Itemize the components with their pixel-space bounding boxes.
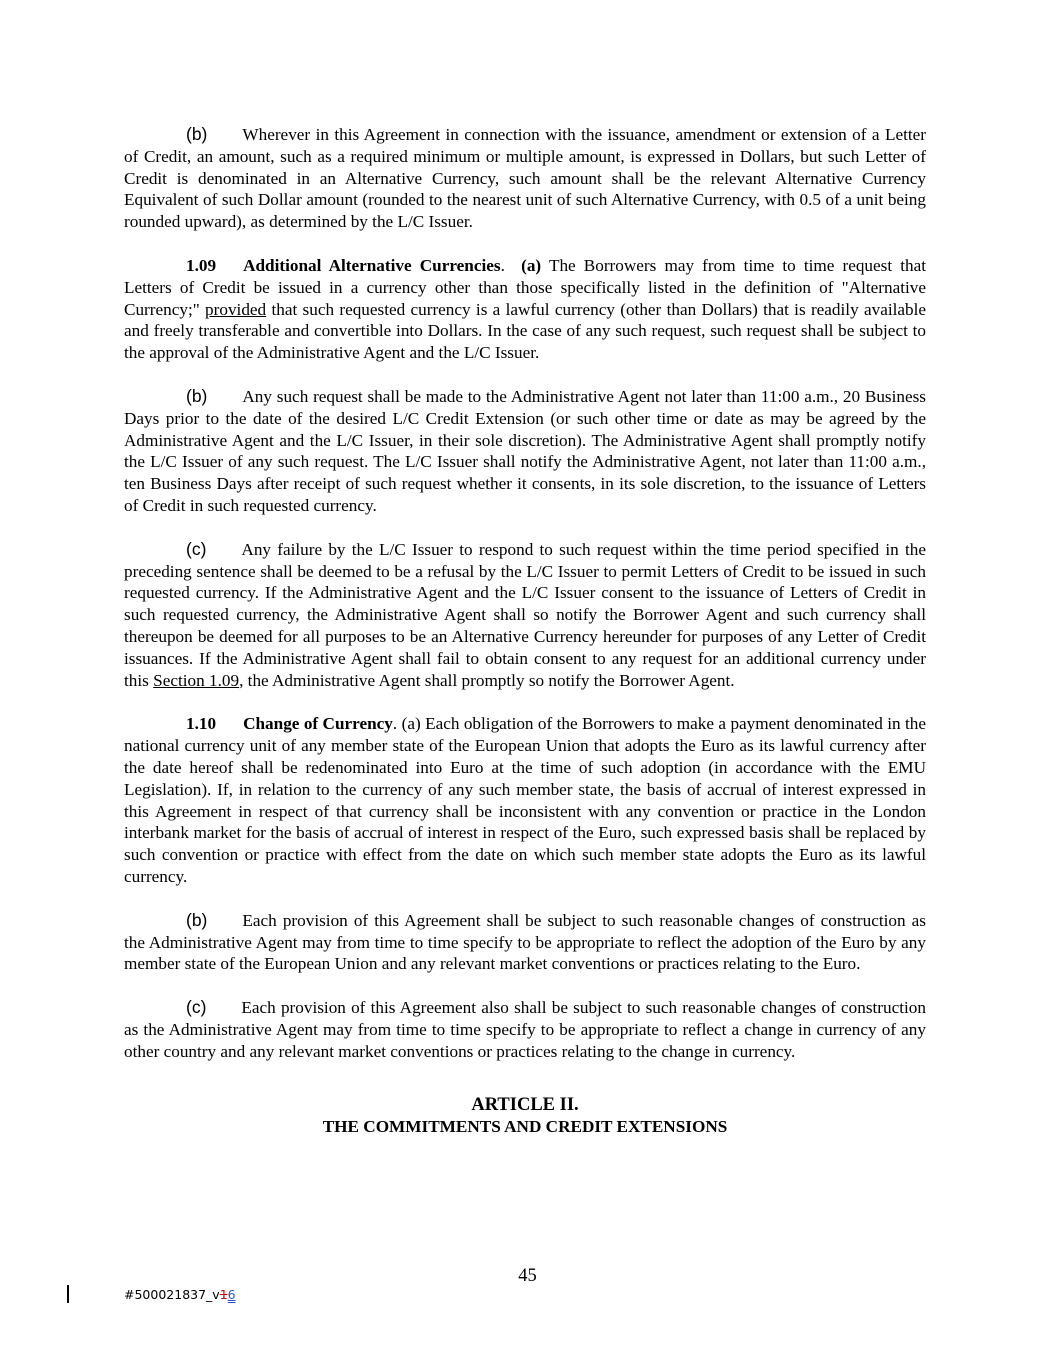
section-1-10 xyxy=(124,713,926,887)
paragraph-text: Each provision of this Agreement shall be subject to such reasonable changes of construction as the Administrative Agent may from time to time specify to be appropriate to reflect the adoption of the Euro by any member state of the European Union and any relevant market conventions or practices relating to the Euro. xyxy=(124,910,926,974)
heading-punct: . xyxy=(500,255,505,275)
article-subtitle: THE COMMITMENTS AND CREDIT EXTENSIONS xyxy=(322,1117,728,1137)
document-body xyxy=(124,124,926,1138)
revision-change-bar xyxy=(67,1285,69,1303)
paragraph-1-10-c xyxy=(124,997,926,1062)
paragraph-text: Wherever in this Agreement in connection with the issuance, amendment or extension of a Letter of Credit, an amount, such as a required minimum or multiple amount, is expressed in Dollars, but such Letter of Credit is denominated in an Alternative Currency, such amount shall be the relevant Alternative Currency Equivalent of such Dollar amount (rounded to the nearest unit of such Alternative Currency, with 0.5 of a unit being rounded upward), as determined by the L/C Issuer. xyxy=(124,125,926,232)
paragraph-text: Each provision of this Agreement also shall be subject to such reasonable changes of construction as the Administrative Agent may from time to time specify to be appropriate to reflect a change in currency of any other country and any relevant market conventions or practices relating to the change in currency. xyxy=(124,998,926,1061)
article-heading xyxy=(124,1094,926,1138)
section-number: 1.10 xyxy=(186,714,217,734)
article-title: ARTICLE II. xyxy=(471,1095,579,1116)
paragraph-label: (b) xyxy=(186,385,208,406)
paragraph-text: Any such request shall be made to the Administrative Agent not later than 11:00 a.m., 20 Business Days prior to the date of the desired L/C Credit Extension (or such other time or date as may be agreed by the Administrative Agent and the L/C Issuer, in their sole discretion). The Administrative Agent shall promptly notify the L/C Issuer of any such request. The L/C Issuer shall notify the Administrative Agent, not later than 11:00 a.m., ten Business Days after receipt of such request whether it consents, in its sole discretion, to the issuance of Letters of Credit in such requested currency. xyxy=(124,386,926,515)
paragraph-1-10-b xyxy=(124,910,926,975)
paragraph-text: that such requested currency is a lawful currency (other than Dollars) that is readily available and freely transferable and convertible into Dollars. In the case of any such request, such request shall be subject to the approval of the Administrative Agent and the L/C Issuer. xyxy=(124,299,926,363)
page-number: 45 xyxy=(518,1266,537,1286)
section-heading: Change of Currency xyxy=(243,714,393,734)
paragraph-label: (c) xyxy=(186,997,207,1018)
document-id xyxy=(124,1287,236,1302)
paragraph-text: The Borrowers may from time to time request that Letters of Credit be issued in a currency other than those specifically listed in the definition of "Alternative Currency;" xyxy=(124,255,927,319)
doc-id-deleted-version: 1 xyxy=(219,1287,228,1302)
section-reference-link: Section 1.09 xyxy=(153,670,240,690)
paragraph-label: (b) xyxy=(186,909,208,930)
section-number: 1.09 xyxy=(186,255,217,275)
paragraph-label: (c) xyxy=(186,538,207,559)
heading-punct: . xyxy=(392,714,398,734)
paragraph-text: , the Administrative Agent shall promptly so notify the Borrower Agent. xyxy=(239,670,735,690)
paragraph-1-09-c xyxy=(124,539,926,692)
doc-id-inserted-version: 6 xyxy=(227,1287,236,1302)
subsection-label: (a) xyxy=(521,255,542,275)
paragraph-1-08-b xyxy=(124,124,926,233)
underlined-term: provided xyxy=(205,299,267,319)
paragraph-text: (a) Each obligation of the Borrowers to make a payment denominated in the national currency unit of any member state of the European Union that adopts the Euro as its lawful currency after the date hereof shall be redenominated into Euro at the time of such adoption (in accordance with the EMU Legislation). If, in relation to the currency of any such member state, the basis of accrual of interest expressed in this Agreement in respect of that currency shall be inconsistent with any convention or practice in the London interbank market for the basis of accrual of interest in respect of the Euro, such expressed basis shall be replaced by such convention or practice with effect from the date on which such member state adopts the Euro as its lawful currency. xyxy=(124,714,926,886)
section-heading: Additional Alternative Currencies xyxy=(243,255,501,275)
doc-id-prefix: #500021837_v xyxy=(124,1287,220,1302)
section-1-09 xyxy=(124,255,926,364)
paragraph-label: (b) xyxy=(186,124,208,144)
paragraph-text: Any failure by the L/C Issuer to respond to such request within the time period specified in the preceding sentence shall be deemed to be a refusal by the L/C Issuer to permit Letters of Credit to be issued in such requested currency. If the Administrative Agent and the L/C Issuer consent to the issuance of Letters of Credit in such requested currency, the Administrative Agent shall so notify the Borrower Agent and such currency shall thereupon be deemed for all purposes to be an Alternative Currency hereunder for purposes of any Letter of Credit issuances. If the Administrative Agent shall fail to obtain consent to any request for an additional currency under this xyxy=(124,539,926,690)
paragraph-1-09-b xyxy=(124,386,926,517)
